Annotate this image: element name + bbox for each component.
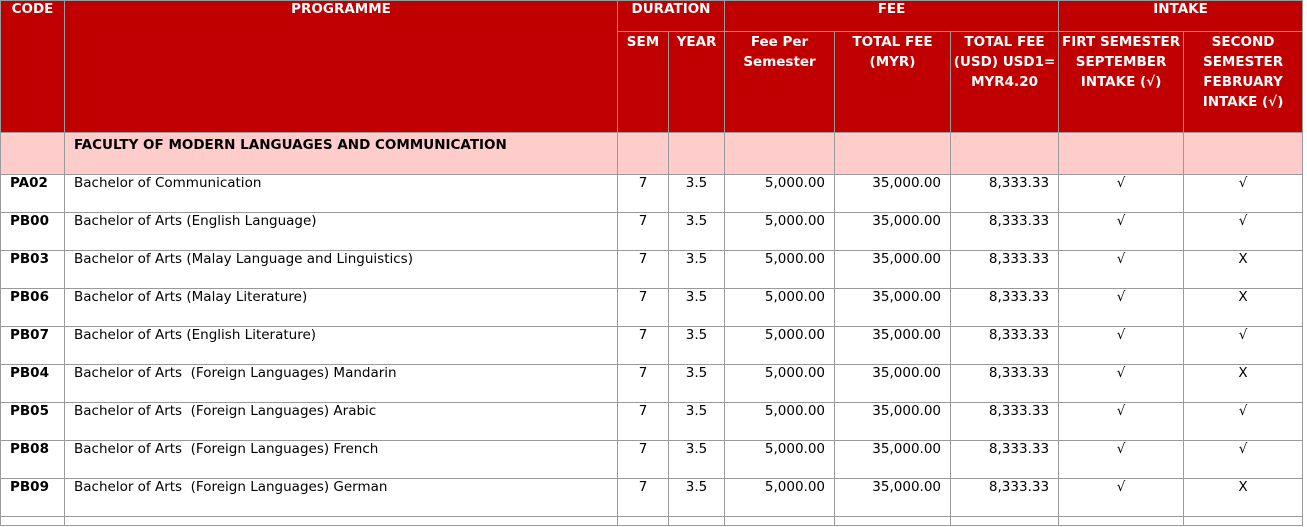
fee-per-semester-value: 5,000.00 xyxy=(725,403,835,441)
header-first-semester: FIRT SEMESTER SEPTEMBER INTAKE (√) xyxy=(1059,32,1184,133)
year-value: 3.5 xyxy=(669,251,725,289)
faculty-empty-cell xyxy=(951,133,1059,175)
faculty-name: FACULTY OF MODERN LANGUAGES AND COMMUNICATION xyxy=(65,133,618,175)
header-fee-per-semester: Fee Per Semester xyxy=(725,32,835,133)
faculty-empty-cell xyxy=(669,133,725,175)
programme-name: Bachelor of Arts (English Literature) xyxy=(65,327,618,365)
sem-value: 7 xyxy=(618,213,669,251)
total-fee-usd-value: 8,333.33 xyxy=(951,251,1059,289)
empty-cell xyxy=(65,517,618,526)
header-total-fee-myr: TOTAL FEE (MYR) xyxy=(835,32,951,133)
table-row-partial xyxy=(1,517,1303,526)
programme-name: Bachelor of Arts (Foreign Languages) Mandarin xyxy=(65,365,618,403)
total-fee-usd-value: 8,333.33 xyxy=(951,365,1059,403)
fee-per-semester-value: 5,000.00 xyxy=(725,251,835,289)
table-row xyxy=(1,479,1303,517)
sem-value: 7 xyxy=(618,441,669,479)
fee-per-semester-value: 5,000.00 xyxy=(725,441,835,479)
header-total-fee-usd: TOTAL FEE (USD) USD1= MYR4.20 xyxy=(951,32,1059,133)
header-fee: FEE xyxy=(725,1,1059,32)
faculty-code-cell xyxy=(1,133,65,175)
header-code: CODE xyxy=(1,1,65,133)
programme-code: PB07 xyxy=(1,327,65,365)
faculty-empty-cell xyxy=(835,133,951,175)
first-intake-mark: √ xyxy=(1059,365,1184,403)
programme-code: PB00 xyxy=(1,213,65,251)
first-intake-mark: √ xyxy=(1059,251,1184,289)
second-intake-mark: √ xyxy=(1184,175,1303,213)
header-duration: DURATION xyxy=(618,1,725,32)
year-value: 3.5 xyxy=(669,327,725,365)
programme-name: Bachelor of Arts (Malay Language and Linguistics) xyxy=(65,251,618,289)
year-value: 3.5 xyxy=(669,479,725,517)
programme-name: Bachelor of Communication xyxy=(65,175,618,213)
total-fee-usd-value: 8,333.33 xyxy=(951,213,1059,251)
year-value: 3.5 xyxy=(669,403,725,441)
programme-name: Bachelor of Arts (English Language) xyxy=(65,213,618,251)
programme-name: Bachelor of Arts (Foreign Languages) Arabic xyxy=(65,403,618,441)
header-year: YEAR xyxy=(669,32,725,133)
empty-cell xyxy=(1184,517,1303,526)
header-sem: SEM xyxy=(618,32,669,133)
second-intake-mark: X xyxy=(1184,479,1303,517)
total-fee-myr-value: 35,000.00 xyxy=(835,479,951,517)
total-fee-usd-value: 8,333.33 xyxy=(951,441,1059,479)
programme-code: PA02 xyxy=(1,175,65,213)
programme-name: Bachelor of Arts (Foreign Languages) French xyxy=(65,441,618,479)
table-row xyxy=(1,251,1303,289)
programme-code: PB06 xyxy=(1,289,65,327)
second-intake-mark: √ xyxy=(1184,403,1303,441)
first-intake-mark: √ xyxy=(1059,403,1184,441)
total-fee-usd-value: 8,333.33 xyxy=(951,403,1059,441)
programme-code: PB05 xyxy=(1,403,65,441)
total-fee-myr-value: 35,000.00 xyxy=(835,403,951,441)
total-fee-myr-value: 35,000.00 xyxy=(835,441,951,479)
header-row-top xyxy=(1,1,1303,32)
total-fee-myr-value: 35,000.00 xyxy=(835,175,951,213)
table-row xyxy=(1,403,1303,441)
sem-value: 7 xyxy=(618,289,669,327)
empty-cell xyxy=(725,517,835,526)
table-row xyxy=(1,289,1303,327)
header-programme: PROGRAMME xyxy=(65,1,618,133)
second-intake-mark: X xyxy=(1184,251,1303,289)
table-row xyxy=(1,213,1303,251)
second-intake-mark: X xyxy=(1184,365,1303,403)
sem-value: 7 xyxy=(618,175,669,213)
year-value: 3.5 xyxy=(669,175,725,213)
second-intake-mark: √ xyxy=(1184,213,1303,251)
fee-per-semester-value: 5,000.00 xyxy=(725,479,835,517)
fee-per-semester-value: 5,000.00 xyxy=(725,213,835,251)
total-fee-myr-value: 35,000.00 xyxy=(835,213,951,251)
table-row xyxy=(1,175,1303,213)
table-row xyxy=(1,441,1303,479)
year-value: 3.5 xyxy=(669,213,725,251)
first-intake-mark: √ xyxy=(1059,479,1184,517)
year-value: 3.5 xyxy=(669,365,725,403)
programme-code: PB04 xyxy=(1,365,65,403)
sem-value: 7 xyxy=(618,251,669,289)
table-row xyxy=(1,365,1303,403)
programme-code: PB03 xyxy=(1,251,65,289)
first-intake-mark: √ xyxy=(1059,213,1184,251)
total-fee-usd-value: 8,333.33 xyxy=(951,479,1059,517)
header-second-semester: SECOND SEMESTER FEBRUARY INTAKE (√) xyxy=(1184,32,1303,133)
empty-cell xyxy=(1059,517,1184,526)
second-intake-mark: X xyxy=(1184,289,1303,327)
total-fee-usd-value: 8,333.33 xyxy=(951,327,1059,365)
faculty-empty-cell xyxy=(725,133,835,175)
sem-value: 7 xyxy=(618,365,669,403)
year-value: 3.5 xyxy=(669,289,725,327)
empty-cell xyxy=(951,517,1059,526)
fee-per-semester-value: 5,000.00 xyxy=(725,365,835,403)
faculty-row xyxy=(1,133,1303,175)
empty-cell xyxy=(835,517,951,526)
first-intake-mark: √ xyxy=(1059,289,1184,327)
fee-per-semester-value: 5,000.00 xyxy=(725,289,835,327)
empty-cell xyxy=(669,517,725,526)
programme-code: PB08 xyxy=(1,441,65,479)
first-intake-mark: √ xyxy=(1059,441,1184,479)
total-fee-myr-value: 35,000.00 xyxy=(835,289,951,327)
fee-per-semester-value: 5,000.00 xyxy=(725,175,835,213)
total-fee-usd-value: 8,333.33 xyxy=(951,175,1059,213)
programme-code: PB09 xyxy=(1,479,65,517)
sem-value: 7 xyxy=(618,479,669,517)
first-intake-mark: √ xyxy=(1059,327,1184,365)
year-value: 3.5 xyxy=(669,441,725,479)
total-fee-myr-value: 35,000.00 xyxy=(835,251,951,289)
empty-cell xyxy=(618,517,669,526)
faculty-empty-cell xyxy=(618,133,669,175)
fee-per-semester-value: 5,000.00 xyxy=(725,327,835,365)
faculty-empty-cell xyxy=(1059,133,1184,175)
table-row xyxy=(1,327,1303,365)
total-fee-usd-value: 8,333.33 xyxy=(951,289,1059,327)
second-intake-mark: √ xyxy=(1184,441,1303,479)
programme-name: Bachelor of Arts (Malay Literature) xyxy=(65,289,618,327)
second-intake-mark: √ xyxy=(1184,327,1303,365)
first-intake-mark: √ xyxy=(1059,175,1184,213)
programme-name: Bachelor of Arts (Foreign Languages) German xyxy=(65,479,618,517)
empty-cell xyxy=(1,517,65,526)
total-fee-myr-value: 35,000.00 xyxy=(835,327,951,365)
faculty-empty-cell xyxy=(1184,133,1303,175)
total-fee-myr-value: 35,000.00 xyxy=(835,365,951,403)
sem-value: 7 xyxy=(618,327,669,365)
sem-value: 7 xyxy=(618,403,669,441)
header-intake: INTAKE xyxy=(1059,1,1303,32)
